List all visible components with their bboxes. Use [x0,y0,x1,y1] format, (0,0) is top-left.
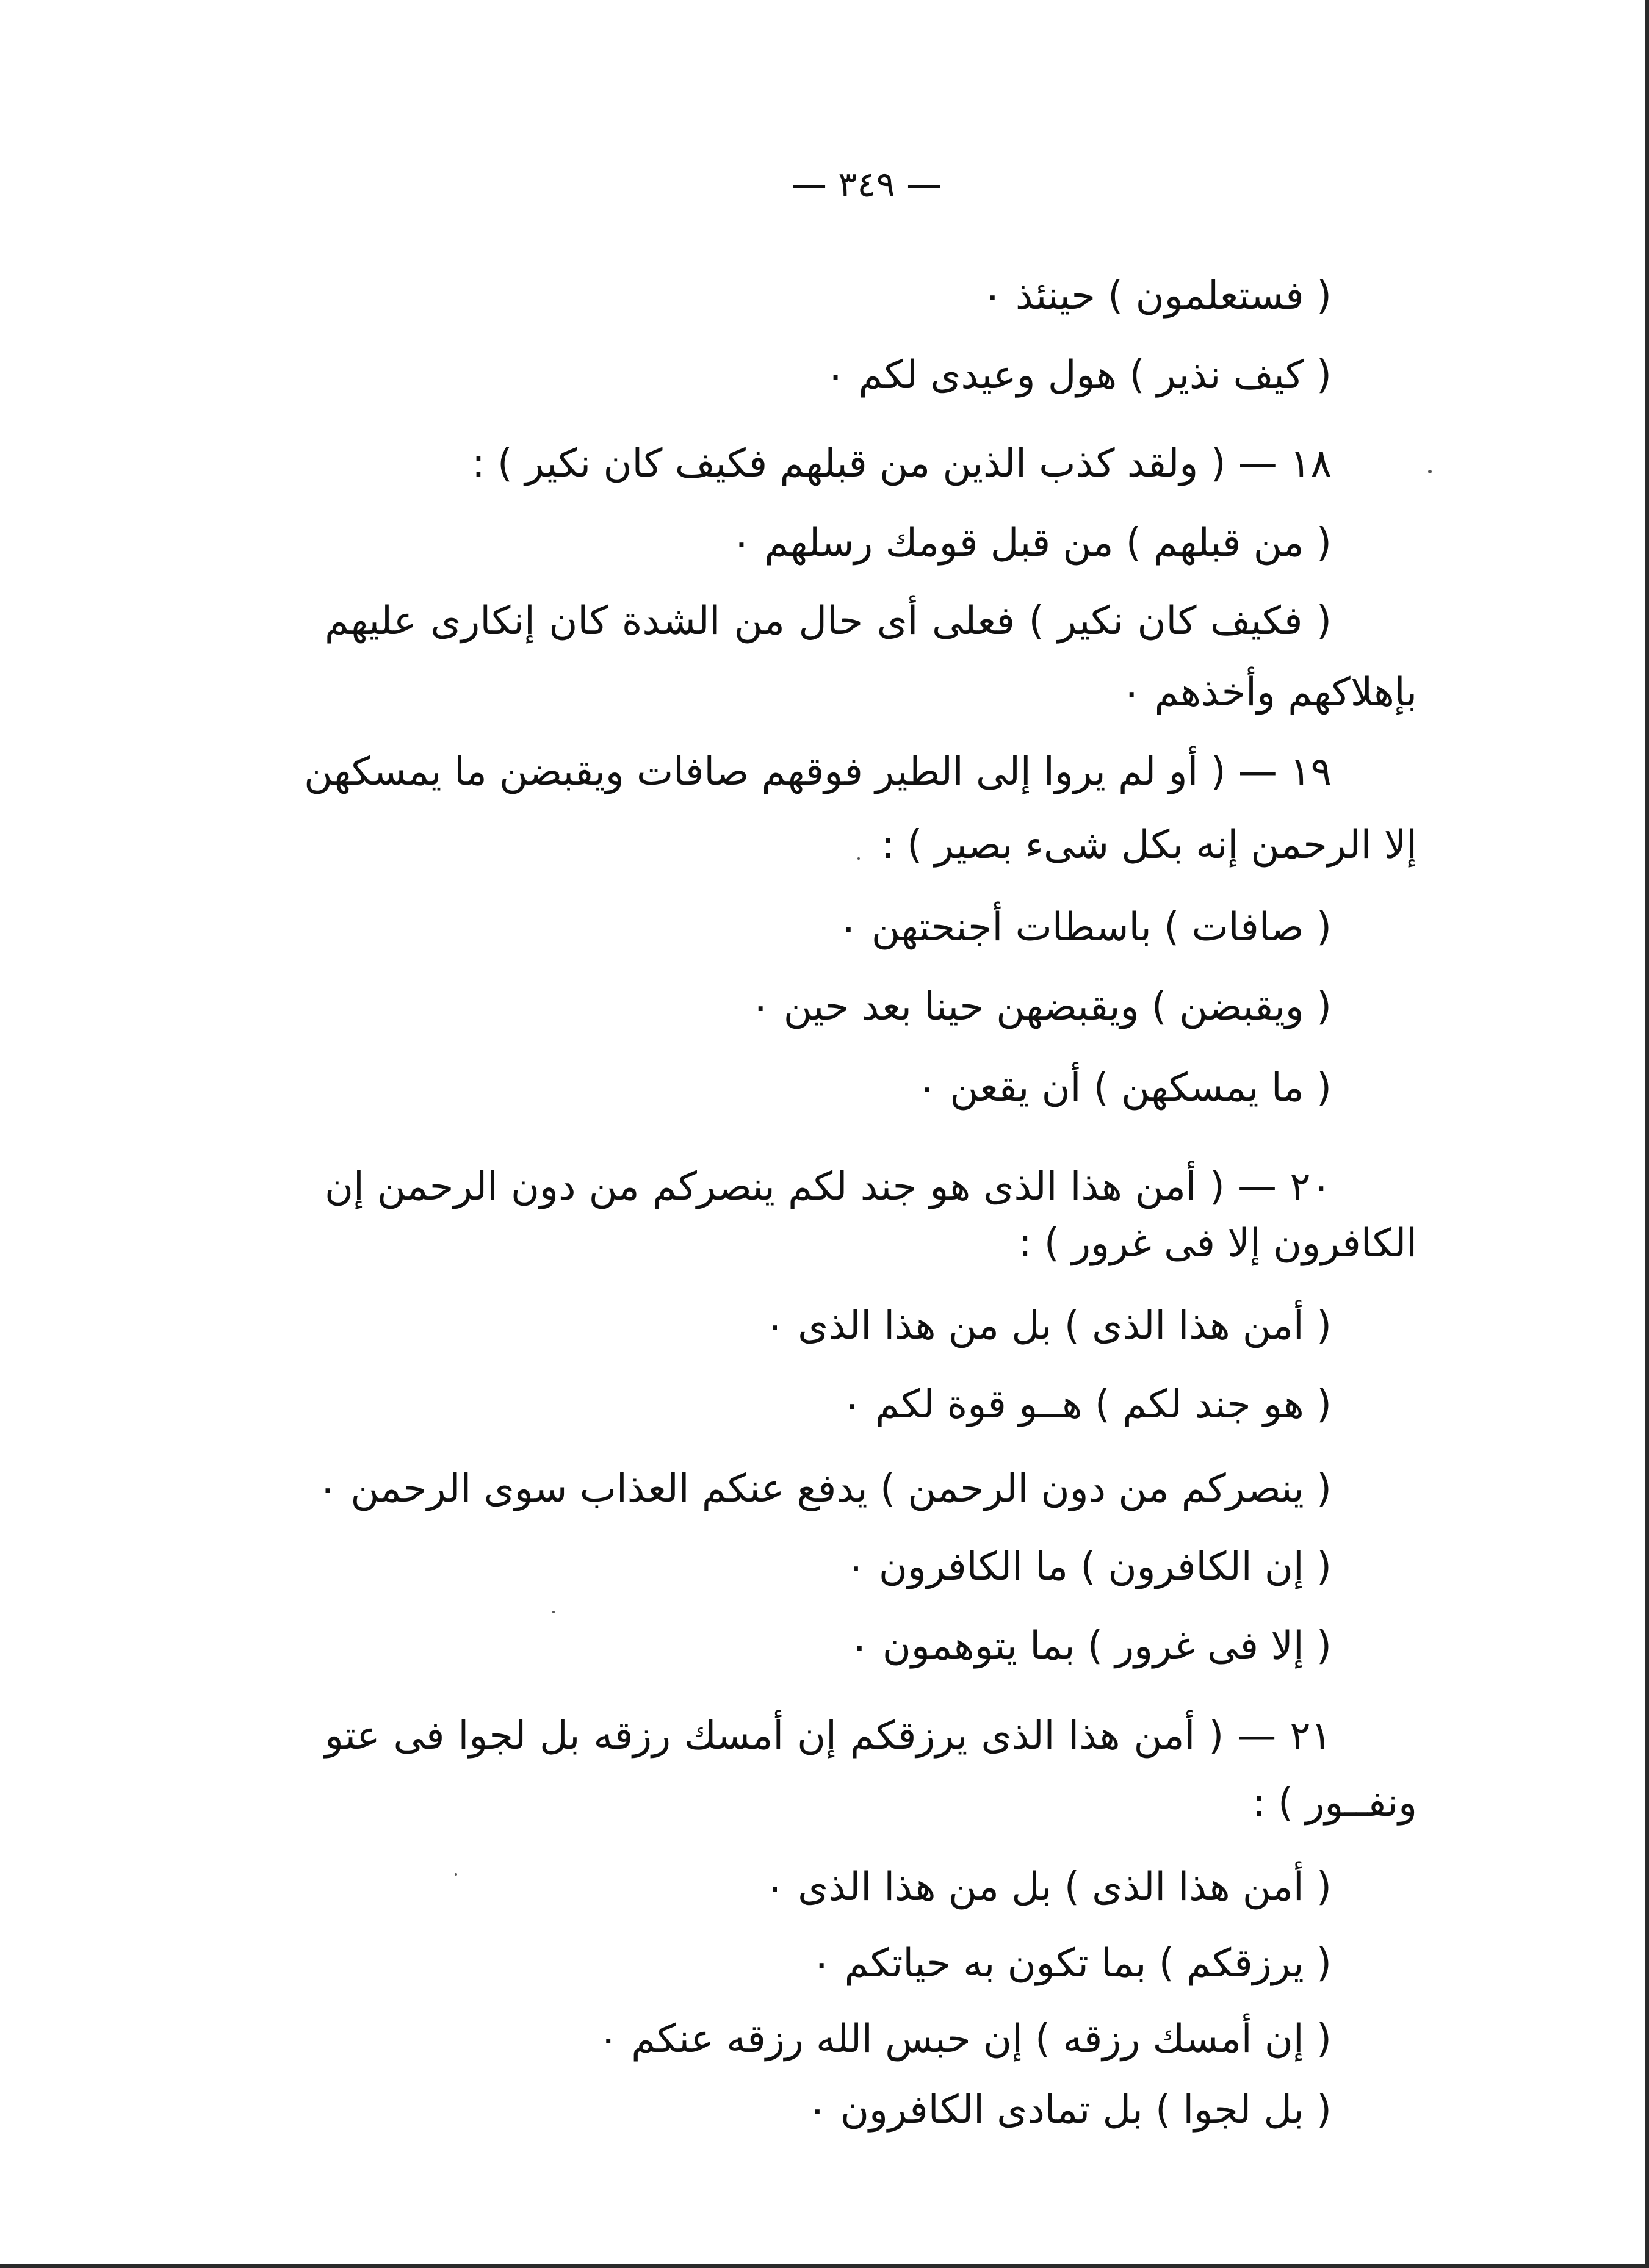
gloss-line: ( من قبلهم ) من قبل قومك رسلهم ٠ [731,520,1332,566]
scan-speck [552,1611,555,1613]
gloss-line: ( إلا فى غرور ) بما يتوهمون ٠ [849,1624,1332,1669]
scan-speck [1428,470,1432,473]
verse-line-continued: ونفــور ) : [1252,1780,1417,1826]
verse-line-continued: إلا الرحمن إنه بكل شىء بصير ) : [881,823,1417,868]
verse-line: ١٨ — ( ولقد كذب الذين من قبلهم فكيف كان نكير ) : [472,441,1332,486]
gloss-line: ( كيف نذير ) هول وعيدى لكم ٠ [824,353,1332,398]
scan-edge-bottom [0,2264,1649,2268]
gloss-line: ( يرزقكم ) بما تكون به حياتكم ٠ [810,1941,1332,1986]
verse-line: ٢٠ — ( أمن هذا الذى هو جند لكم ينصركم من دون الرحمن إن [325,1164,1332,1209]
gloss-line: ( إن الكافرون ) ما الكافرون ٠ [845,1544,1332,1589]
gloss-line: ( أمن هذا الذى ) بل من هذا الذى ٠ [764,1865,1332,1910]
verse-line: ١٩ — ( أو لم يروا إلى الطير فوقهم صافات ويقبضن ما يمسكهن [304,749,1332,794]
page-number: — ٣٤٩ — [791,164,942,205]
gloss-line: ( أمن هذا الذى ) بل من هذا الذى ٠ [764,1303,1332,1348]
gloss-line: ( ينصركم من دون الرحمن ) يدفع عنكم العذاب سوى الرحمن ٠ [317,1466,1332,1511]
gloss-line: ( فستعلمون ) حينئذ ٠ [982,273,1332,319]
gloss-line-continued: بإهلاكهم وأخذهم ٠ [1120,670,1417,715]
gloss-line: ( هو جند لكم ) هــو قوة لكم ٠ [842,1382,1332,1427]
gloss-line: ( صافات ) باسطات أجنحتهن ٠ [838,905,1332,950]
verse-line: ٢١ — ( أمن هذا الذى يرزقكم إن أمسك رزقه بل لجوا فى عتو [325,1713,1332,1759]
verse-line-continued: الكافرون إلا فى غرور ) : [1019,1221,1417,1266]
gloss-line: ( بل لجوا ) بل تمادى الكافرون ٠ [807,2087,1332,2133]
gloss-line: ( إن أمسك رزقه ) إن حبس الله رزقه عنكم ٠ [597,2017,1332,2062]
gloss-line: ( ما يمسكهن ) أن يقعن ٠ [916,1065,1332,1111]
scan-speck [455,1873,457,1876]
gloss-line: ( فكيف كان نكير ) فعلى أى حال من الشدة كان إنكارى عليهم [325,599,1332,644]
scan-speck [857,857,860,860]
scan-edge-right [1645,0,1649,2268]
gloss-line: ( ويقبضن ) ويقبضهن حينا بعد حين ٠ [749,984,1332,1029]
